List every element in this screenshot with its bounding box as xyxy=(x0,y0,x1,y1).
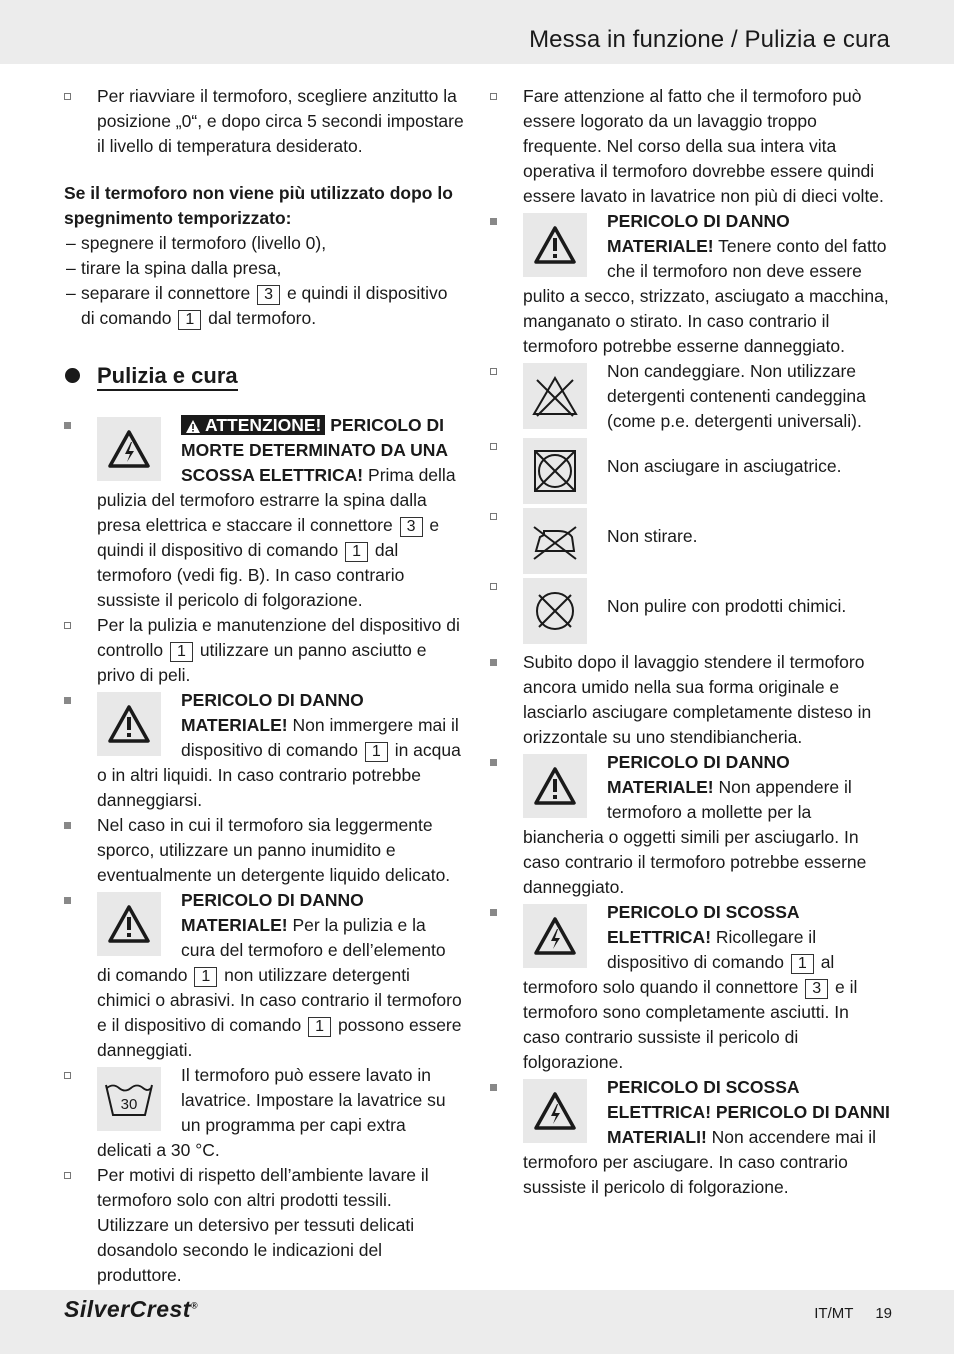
solid-bullet-icon xyxy=(490,909,497,916)
right-column xyxy=(490,84,890,1200)
brand-logo: SilverCrest® xyxy=(64,1296,199,1322)
warning-triangle-icon xyxy=(523,213,587,277)
warning-title: PERICOLO DI DANNO MATERIALE! xyxy=(607,211,790,256)
drying-instruction: Subito dopo il lavaggio stendere il termoforo ancora umido nella sua forma originale e lasciarlo asciugare completamente disteso in orizzontale su uno stendibiancheria. xyxy=(490,650,890,750)
electric-shock-icon xyxy=(523,904,587,968)
care-symbol-no-iron: Non stirare. xyxy=(490,504,890,574)
warning-electric-shock: ATTENZIONE! PERICOLO DI MORTE DETERMINATO DA UNA SCOSSA ELETTRICA! Prima della pulizia del termoforo estrarre la spina dalla presa elettrica e staccare il connettore 3 e quindi il dispositivo di comando 1 dal termoforo (vedi fig. B). In caso contrario sussiste il pericolo di folgorazione. xyxy=(64,413,464,613)
section-heading xyxy=(64,363,464,391)
page-header xyxy=(0,0,954,64)
hollow-bullet-icon xyxy=(490,368,497,375)
electric-shock-icon xyxy=(523,1079,587,1143)
part-number-badge: 1 xyxy=(308,1017,331,1037)
warning-electric-shock: PERICOLO DI SCOSSA ELETTRICA! PERICOLO DI DANNI MATERIALI! Non accendere mai il termoforo per asciugare. In caso contrario sussiste il pericolo di folgorazione. xyxy=(490,1075,890,1200)
warning-title: PERICOLO DI SCOSSA ELETTRICA! xyxy=(607,902,799,947)
hollow-bullet-icon xyxy=(490,513,497,520)
washing-instruction: 30 Il termoforo può essere lavato in lavatrice. Impostare la lavatrice su un programma per capi extra delicati a 30 °C. xyxy=(64,1063,464,1163)
section-title: Pulizia e cura xyxy=(97,363,238,391)
care-symbol-no-tumble-dry: Non asciugare in asciugatrice. xyxy=(490,434,890,504)
hollow-bullet-icon xyxy=(490,443,497,450)
restart-instruction: Per riavviare il termoforo, scegliere anzitutto la posizione „0“, e dopo circa 5 secondi impostare il livello di temperatura desiderato. xyxy=(64,84,464,159)
warning-material-damage: PERICOLO DI DANNO MATERIALE! Non appendere il termoforo a mollette per la biancheria o oggetti simili per asciugarlo. In caso contrario il termoforo potrebbe esserne danneggiato. xyxy=(490,750,890,900)
attention-label: ATTENZIONE! xyxy=(205,415,322,435)
hollow-bullet-icon xyxy=(64,622,71,629)
subheading-timer-off: Se il termoforo non viene più utilizzato dopo lo spegnimento temporizzato: xyxy=(64,183,453,228)
language-code: IT/MT xyxy=(814,1305,854,1322)
list-item: – separare il connettore 3 e quindi il dispositivo di comando 1 dal termoforo. xyxy=(64,281,464,331)
wash-30-icon xyxy=(97,1067,161,1131)
electric-shock-icon xyxy=(97,417,161,481)
hollow-bullet-icon xyxy=(490,583,497,590)
part-number-badge: 1 xyxy=(178,310,201,330)
section-dot-icon xyxy=(65,368,80,383)
page-number: 19 xyxy=(875,1305,892,1322)
solid-bullet-icon xyxy=(64,422,71,429)
warning-triangle-icon xyxy=(97,692,161,756)
cleaning-control-unit: Per la pulizia e manutenzione del dispositivo di controllo 1 utilizzare un panno asciutto e privo di peli. xyxy=(64,613,464,688)
light-dirt-instruction: Nel caso in cui il termoforo sia leggermente sporco, utilizzare un panno inumidito e eventualmente un detergente liquido delicato. xyxy=(64,813,464,888)
solid-bullet-icon xyxy=(490,218,497,225)
warning-material-damage: PERICOLO DI DANNO MATERIALE! Tenere conto del fatto che il termoforo non deve essere pulito a secco, strizzato, asciugato a macchina, manganato o stirato. In caso contrario il termoforo potrebbe esserne danneggiato. xyxy=(490,209,890,359)
warning-material-damage: PERICOLO DI DANNO MATERIALE! Non immergere mai il dispositivo di comando 1 in acqua o in altri liquidi. In caso contrario potrebbe danneggiarsi. xyxy=(64,688,464,813)
warning-title: PERICOLO DI DANNO MATERIALE! xyxy=(181,690,364,735)
no-bleach-icon xyxy=(523,363,587,429)
warning-material-damage: PERICOLO DI DANNO MATERIALE! Per la pulizia e la cura del termoforo e dell’elemento di comando 1 non utilizzare detergenti chimici o abrasivi. In caso contrario il termoforo e il dispositivo di comando 1 possono essere danneggiati. xyxy=(64,888,464,1063)
list-item: – spegnere il termoforo (livello 0), xyxy=(64,231,464,256)
no-dry-clean-icon xyxy=(523,578,587,644)
solid-bullet-icon xyxy=(490,659,497,666)
hollow-bullet-icon xyxy=(490,93,497,100)
page-info xyxy=(796,1305,892,1322)
solid-bullet-icon xyxy=(64,822,71,829)
solid-bullet-icon xyxy=(490,759,497,766)
warning-title: PERICOLO DI DANNO MATERIALE! xyxy=(607,752,790,797)
part-number-badge: 1 xyxy=(365,742,388,762)
warning-triangle-icon xyxy=(185,419,201,434)
eco-washing-instruction: Per motivi di rispetto dell’ambiente lavare il termoforo solo con altri prodotti tessili. Utilizzare un detersivo per tessuti delicati dosandolo secondo le indicazioni del produttore. xyxy=(64,1163,464,1288)
list-item: – tirare la spina dalla presa, xyxy=(64,256,464,281)
hollow-bullet-icon xyxy=(64,1172,71,1179)
part-number-badge: 3 xyxy=(257,285,280,305)
care-symbol-no-bleach: Non candeggiare. Non utilizzare detergenti contenenti candeggina (come p.e. detergenti universali). xyxy=(490,359,890,434)
warning-title: PERICOLO DI MORTE DETERMINATO DA UNA SCOSSA ELETTRICA! xyxy=(181,415,448,485)
no-iron-icon xyxy=(523,508,587,574)
solid-bullet-icon xyxy=(64,897,71,904)
no-tumble-dry-icon xyxy=(523,438,587,504)
warning-triangle-icon xyxy=(523,754,587,818)
part-number-badge: 3 xyxy=(400,517,423,537)
solid-bullet-icon xyxy=(64,697,71,704)
part-number-badge: 1 xyxy=(791,954,814,974)
warning-electric-shock: PERICOLO DI SCOSSA ELETTRICA! Ricollegare il dispositivo di comando 1 al termoforo solo quando il connettore 3 e il termoforo sono completamente asciutti. In caso contrario sussiste il pericolo di folgorazione. xyxy=(490,900,890,1075)
part-number-badge: 1 xyxy=(194,967,217,987)
hollow-bullet-icon xyxy=(64,1072,71,1079)
care-symbol-no-dry-clean: Non pulire con prodotti chimici. xyxy=(490,574,890,644)
dash-list xyxy=(64,231,464,331)
wash-temperature: 30 xyxy=(120,1096,138,1113)
warning-title: PERICOLO DI SCOSSA ELETTRICA! PERICOLO DI DANNI MATERIALI! xyxy=(607,1077,890,1147)
left-column xyxy=(64,84,464,1288)
part-number-badge: 1 xyxy=(170,642,193,662)
washing-frequency-note: Fare attenzione al fatto che il termoforo può essere logorato da un lavaggio troppo frequente. Nel corso della sua intera vita operativa il termoforo dovrebbe essere quindi essere lavato in lavatrice non più di dieci volte. xyxy=(490,84,890,209)
page-title: Messa in funzione / Pulizia e cura xyxy=(529,26,890,53)
solid-bullet-icon xyxy=(490,1084,497,1091)
part-number-badge: 1 xyxy=(345,542,368,562)
warning-title: PERICOLO DI DANNO MATERIALE! xyxy=(181,890,364,935)
part-number-badge: 3 xyxy=(805,979,828,999)
warning-triangle-icon xyxy=(97,892,161,956)
hollow-bullet-icon xyxy=(64,93,71,100)
